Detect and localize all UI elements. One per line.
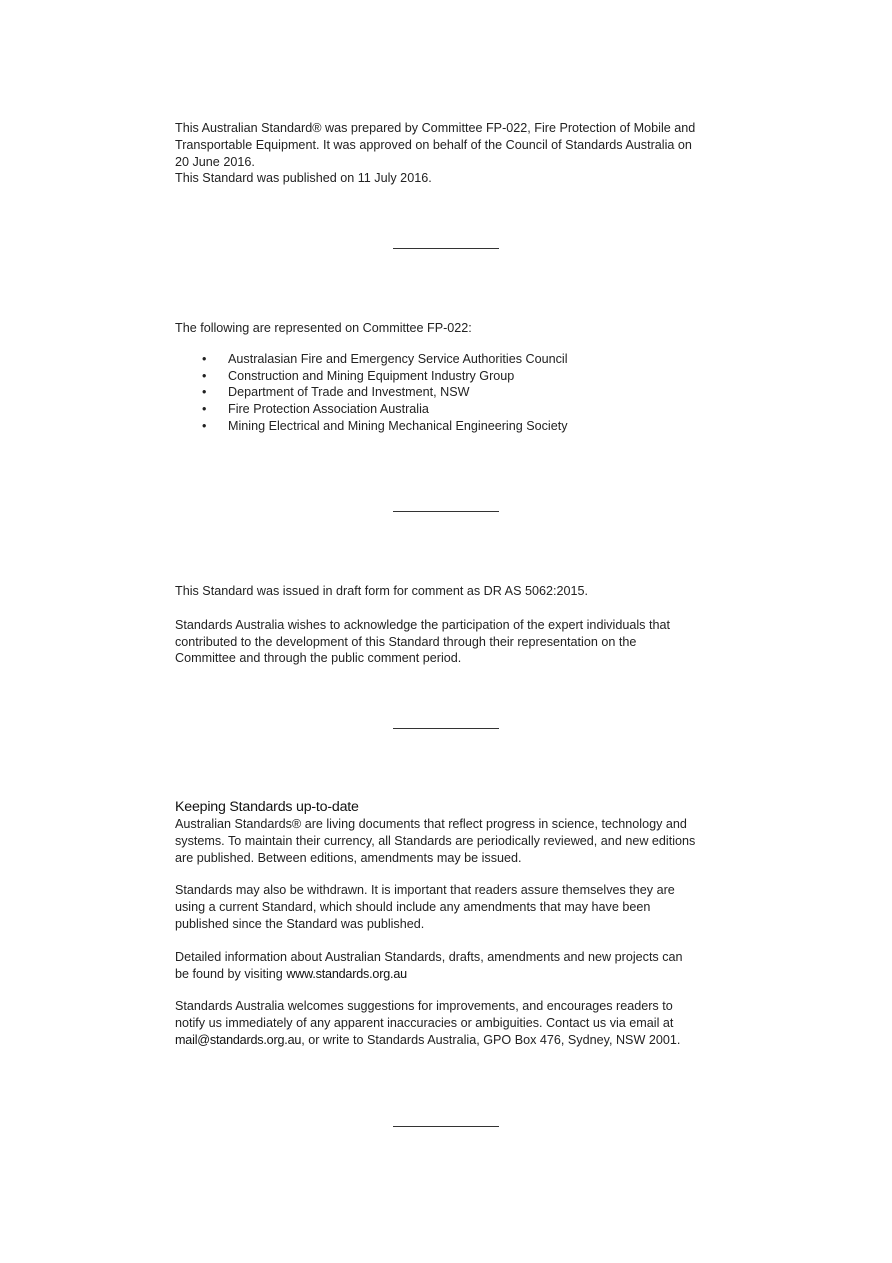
bullet-icon: •: [202, 368, 207, 383]
committee-intro: The following are represented on Committee FP-022:: [175, 321, 472, 335]
section-heading: Keeping Standards up-to-date: [175, 799, 359, 815]
bullet-icon: •: [202, 418, 207, 433]
approval-line: This Australian Standard® was prepared by Committee FP-022, Fire Protection of Mobile and: [175, 121, 696, 135]
acknowledgement-line: Standards Australia wishes to acknowledge the participation of the expert individuals that: [175, 617, 670, 632]
paragraph-line: published since the Standard was published.: [175, 916, 425, 931]
section-divider: [393, 1126, 499, 1127]
list-item: • Department of Trade and Investment, NSW: [202, 385, 470, 400]
paragraph-line: systems. To maintain their currency, all Standards are periodically reviewed, and new editions: [175, 833, 696, 848]
section-divider: [393, 511, 499, 512]
paragraph-line: Standards may also be withdrawn. It is important that readers assure themselves they are: [175, 883, 675, 898]
acknowledgement-line: Committee and through the public comment period.: [175, 651, 462, 666]
bullet-icon: •: [202, 351, 207, 366]
paragraph-line: mail@standards.org.au, or write to Standards Australia, GPO Box 476, Sydney, NSW 2001.: [175, 1032, 681, 1047]
approval-notice: [175, 120, 735, 187]
bullet-icon: •: [202, 402, 207, 417]
committee-member-list: [175, 351, 735, 435]
paragraph-line: using a current Standard, which should include any amendments that may have been: [175, 900, 651, 915]
paragraph-line: Australian Standards® are living documents that reflect progress in science, technology and: [175, 817, 687, 831]
draft-section: [175, 583, 735, 667]
approval-line: Transportable Equipment. It was approved on behalf of the Council of Standards Australia on: [175, 137, 692, 152]
keeping-up-to-date-section: [175, 798, 735, 1049]
draft-notice: This Standard was issued in draft form for comment as DR AS 5062:2015.: [175, 584, 588, 598]
paragraph-line: Detailed information about Australian Standards, drafts, amendments and new projects can: [175, 949, 683, 964]
paragraph-line: Standards Australia welcomes suggestions for improvements, and encourages readers to: [175, 999, 673, 1014]
paragraph-line: are published. Between editions, amendments may be issued.: [175, 850, 522, 865]
acknowledgement-line: contributed to the development of this Standard through their representation on the: [175, 634, 637, 649]
published-date: This Standard was published on 11 July 2016.: [175, 171, 432, 186]
bullet-icon: •: [202, 385, 207, 400]
paragraph-line: be found by visiting www.standards.org.au: [175, 966, 407, 981]
list-item: • Australasian Fire and Emergency Service Authorities Council: [202, 351, 568, 366]
email-link[interactable]: mail@standards.org.au: [175, 1032, 302, 1047]
paragraph-line: notify us immediately of any apparent inaccuracies or ambiguities. Contact us via email at: [175, 1016, 674, 1031]
committee-section: [175, 320, 735, 435]
section-divider: [393, 728, 499, 729]
approval-line: 20 June 2016.: [175, 154, 255, 169]
list-item: • Construction and Mining Equipment Industry Group: [202, 368, 515, 383]
website-link[interactable]: www.standards.org.au: [286, 966, 407, 981]
section-divider: [393, 248, 499, 249]
list-item: • Fire Protection Association Australia: [202, 402, 429, 417]
list-item: • Mining Electrical and Mining Mechanical Engineering Society: [202, 418, 568, 433]
